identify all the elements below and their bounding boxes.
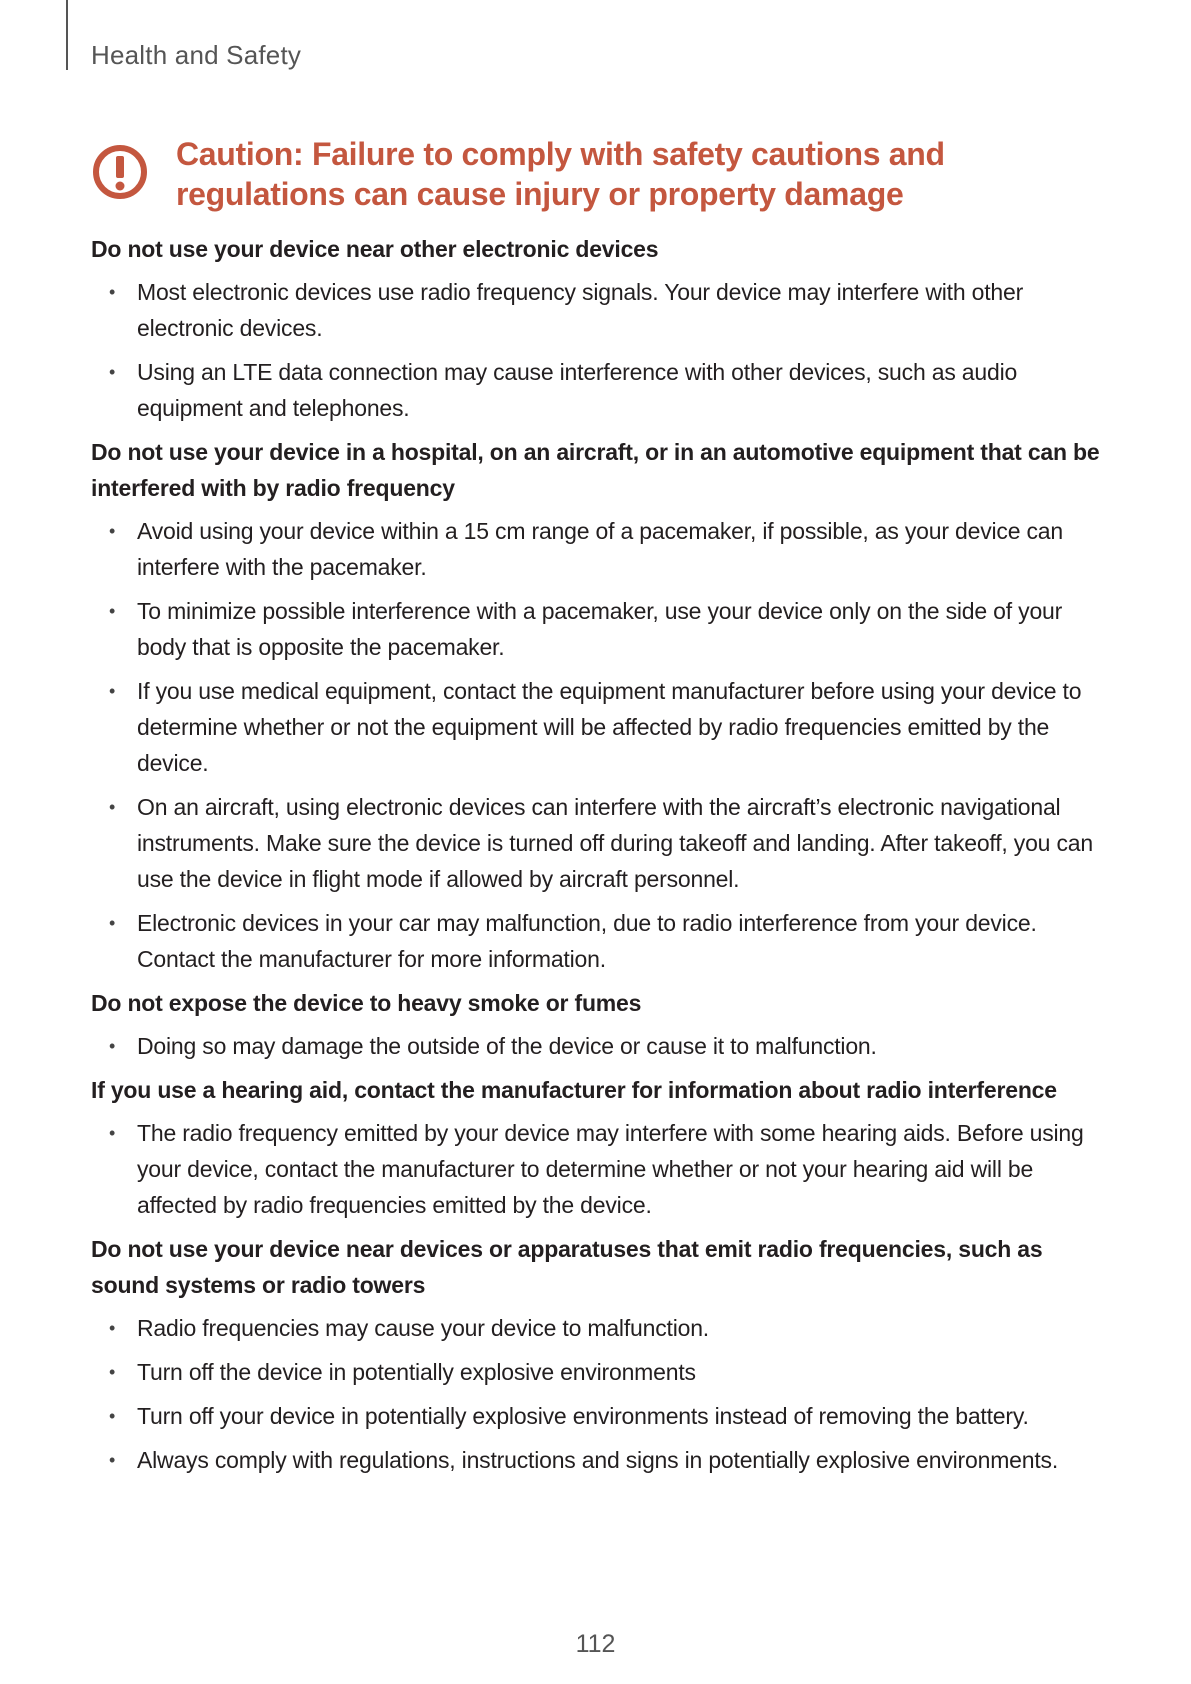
list-item-text: Turn off your device in potentially explosive environments instead of removing the battery. <box>137 1403 1029 1429</box>
bullet-dot: • <box>109 1450 116 1470</box>
list-item <box>91 789 1106 897</box>
list-item <box>91 1354 1106 1390</box>
list-item <box>91 354 1106 426</box>
list-item-text: Always comply with regulations, instructions and signs in potentially explosive environments. <box>137 1447 1059 1473</box>
bullet-list <box>91 513 1106 977</box>
bullet-dot: • <box>109 797 116 817</box>
list-item <box>91 593 1106 665</box>
list-item-text: Electronic devices in your car may malfunction, due to radio interference from your device. Contact the manufacturer for more information. <box>137 910 1037 972</box>
caution-title: Caution: Failure to comply with safety cautions and regulations can cause injury or property damage <box>176 136 945 212</box>
bullet-dot: • <box>109 1123 116 1143</box>
section-heading: Do not use your device in a hospital, on an aircraft, or in an automotive equipment that can be interfered with by radio frequency <box>91 439 1100 501</box>
section-heading: Do not use your device near devices or apparatuses that emit radio frequencies, such as sound systems or radio towers <box>91 1236 1043 1298</box>
list-item <box>91 513 1106 585</box>
section-heading: If you use a hearing aid, contact the manufacturer for information about radio interference <box>91 1077 1057 1103</box>
list-item <box>91 1442 1106 1478</box>
exclamation-circle-icon <box>92 144 148 200</box>
bullet-list <box>91 274 1106 426</box>
list-item-text: To minimize possible interference with a pacemaker, use your device only on the side of your body that is opposite the pacemaker. <box>137 598 1063 660</box>
list-item-text: Most electronic devices use radio frequency signals. Your device may interfere with other electronic devices. <box>137 279 1024 341</box>
bullet-list <box>91 1310 1106 1478</box>
bullet-dot: • <box>109 282 116 302</box>
list-item <box>91 673 1106 781</box>
bullet-dot: • <box>109 1036 116 1056</box>
list-item <box>91 905 1106 977</box>
list-item <box>91 1028 1106 1064</box>
list-item-text: Turn off the device in potentially explosive environments <box>137 1359 696 1385</box>
bullet-dot: • <box>109 1362 116 1382</box>
bullet-dot: • <box>109 601 116 621</box>
content <box>91 231 1106 1486</box>
list-item-text: Doing so may damage the outside of the device or cause it to malfunction. <box>137 1033 877 1059</box>
bullet-dot: • <box>109 681 116 701</box>
bullet-dot: • <box>109 913 116 933</box>
list-item-text: Avoid using your device within a 15 cm range of a pacemaker, if possible, as your device can interfere with the pacemaker. <box>137 518 1063 580</box>
page-number: 112 <box>575 1630 616 1658</box>
section-heading: Do not use your device near other electronic devices <box>91 236 659 262</box>
list-item <box>91 1115 1106 1223</box>
bullet-dot: • <box>109 362 116 382</box>
bullet-dot: • <box>109 521 116 541</box>
list-item-text: The radio frequency emitted by your device may interfere with some hearing aids. Before using your device, contact the manufacturer to determine whether or not your hearing aid will be affected by radio frequencies emitted by the device. <box>137 1120 1084 1218</box>
header-rule <box>66 0 68 70</box>
list-item-text: Radio frequencies may cause your device to malfunction. <box>137 1315 709 1341</box>
running-head: Health and Safety <box>91 40 302 70</box>
bullet-dot: • <box>109 1318 116 1338</box>
bullet-dot: • <box>109 1406 116 1426</box>
list-item <box>91 1310 1106 1346</box>
list-item-text: If you use medical equipment, contact the equipment manufacturer before using your device to determine whether or not the equipment will be affected by radio frequencies emitted by the device. <box>137 678 1082 776</box>
list-item <box>91 274 1106 346</box>
list-item <box>91 1398 1106 1434</box>
list-item-text: On an aircraft, using electronic devices can interfere with the aircraft’s electronic navigational instruments. Make sure the device is turned off during takeoff and landing. After takeoff, you can use the device in flight mode if allowed by aircraft personnel. <box>137 794 1093 892</box>
bullet-list <box>91 1028 1106 1064</box>
section-heading: Do not expose the device to heavy smoke or fumes <box>91 990 642 1016</box>
list-item-text: Using an LTE data connection may cause interference with other devices, such as audio equipment and telephones. <box>137 359 1018 421</box>
bullet-list <box>91 1115 1106 1223</box>
